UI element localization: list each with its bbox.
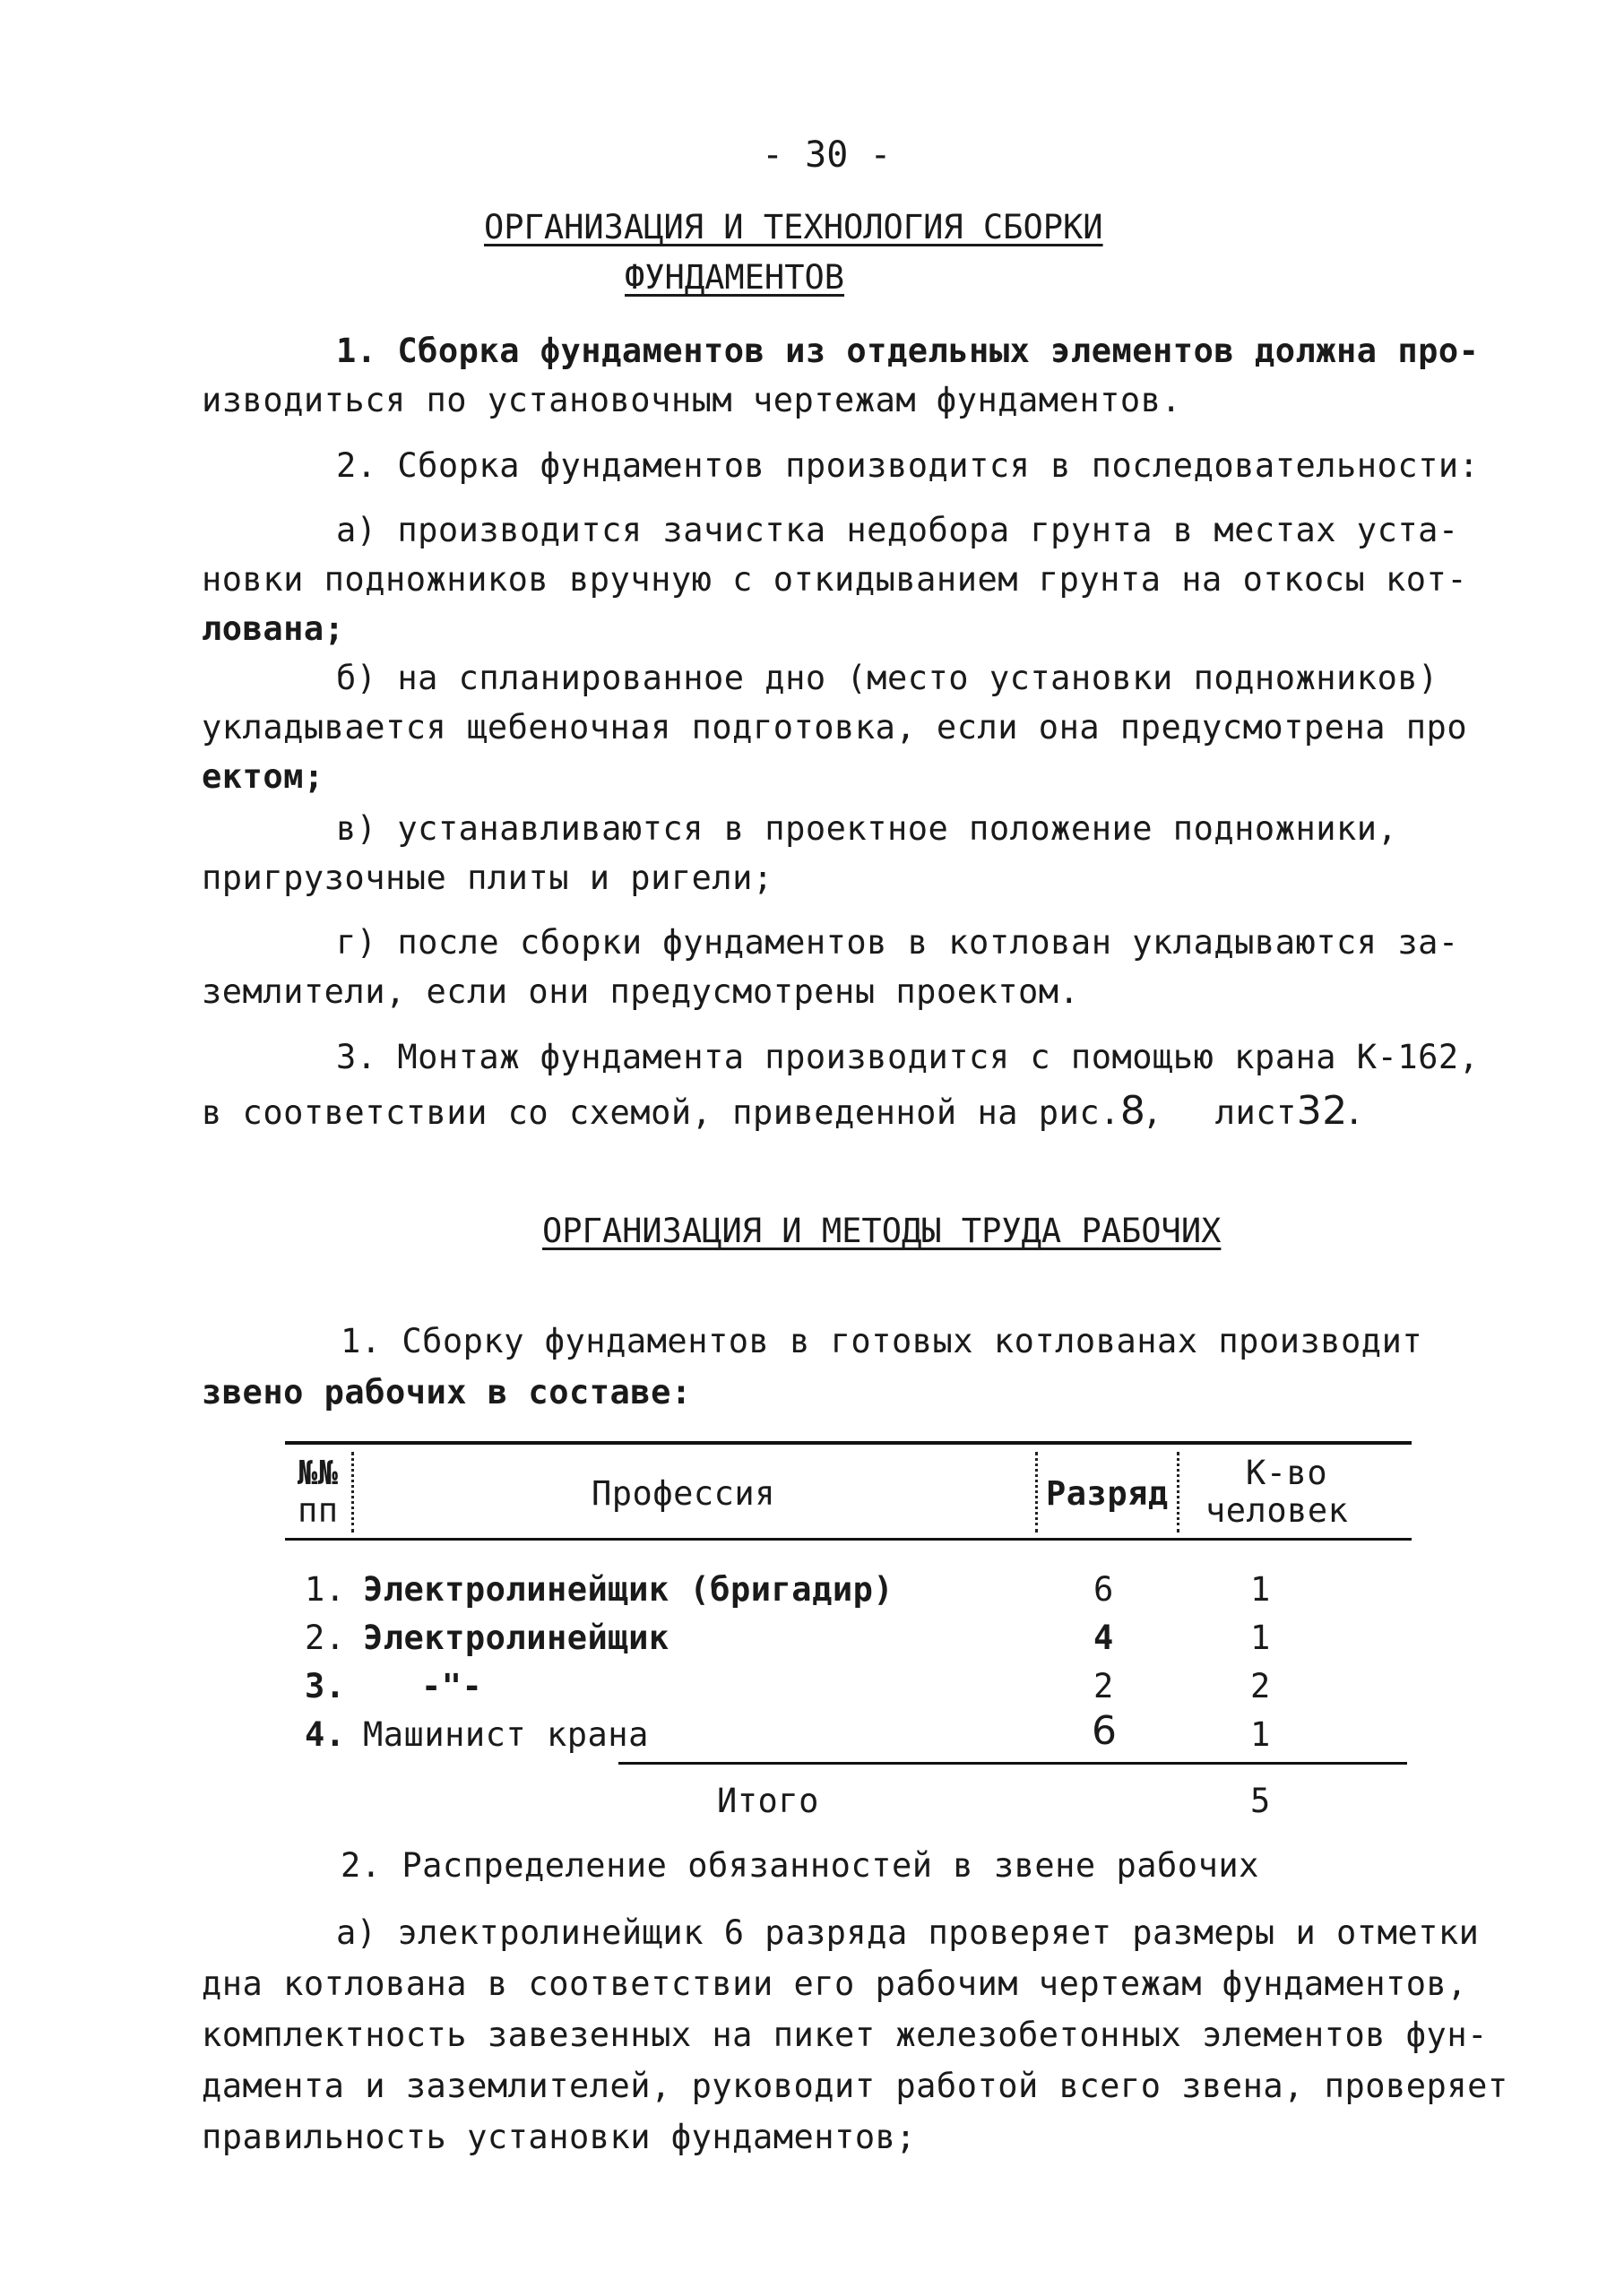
row-grade: 6 xyxy=(1092,1708,1118,1754)
header-grade: Разряд xyxy=(1046,1474,1169,1513)
table-top-rule xyxy=(285,1441,1412,1445)
sheet-label: лист xyxy=(1214,1093,1297,1132)
item-b-line-1: б) на спланированное дно (место установки подножников) xyxy=(336,659,1438,697)
labor-paragraph-1-line-1: 1. Сборку фундаментов в готовых котлованах производит xyxy=(341,1322,1423,1360)
item-v-line-2: пригрузочные плиты и ригели; xyxy=(202,859,773,897)
row-grade: 6 xyxy=(1093,1570,1114,1609)
row-count: 1 xyxy=(1250,1619,1271,1657)
table-total-rule xyxy=(618,1762,1407,1765)
sheet-number-handwritten: 32. xyxy=(1296,1088,1361,1134)
table-header-rule xyxy=(285,1538,1412,1541)
duties-paragraph-line-1: 2. Распределение обязанностей в звене рабочих xyxy=(341,1846,1259,1885)
section-heading-labor: ОРГАНИЗАЦИЯ И МЕТОДЫ ТРУДА РАБОЧИХ xyxy=(542,1212,1222,1250)
header-num-line-2: пп xyxy=(298,1491,339,1530)
row-count: 1 xyxy=(1250,1570,1271,1609)
item-g-line-1: г) после сборки фундаментов в котлован укладываются за- xyxy=(336,923,1459,962)
row-profession: Машинист крана xyxy=(363,1715,649,1754)
duties-item-a-line-2: дна котлована в соответствии его рабочим чертежам фундаментов, xyxy=(202,1964,1468,2003)
paragraph-2-line-1: 2. Сборка фундаментов производится в последовательности: xyxy=(336,446,1480,485)
duties-item-a-line-3: комплектность завезенных на пикет железобетонных элементов фун- xyxy=(202,2016,1488,2054)
column-divider xyxy=(351,1452,354,1533)
total-value: 5 xyxy=(1250,1782,1271,1820)
row-number: 1. xyxy=(305,1570,346,1609)
row-grade: 2 xyxy=(1093,1667,1114,1705)
duties-item-a-line-4: дамента и заземлителей, руководит работой всего звена, проверяет xyxy=(202,2067,1508,2105)
figure-number-handwritten: 8, xyxy=(1119,1088,1159,1134)
header-count-line-1: К-во xyxy=(1246,1454,1328,1492)
item-a-line-3: лована; xyxy=(202,609,345,648)
duties-item-a-line-1: а) электролинейщик 6 разряда проверяет размеры и отметки xyxy=(336,1913,1480,1952)
paragraph-3-line-1: 3. Монтаж фундамента производится с помощью крана К-162, xyxy=(336,1038,1480,1076)
row-number: 3. xyxy=(305,1667,346,1705)
paragraph-1-line-2: изводиться по установочным чертежам фундаментов. xyxy=(202,381,1182,419)
row-profession: -"- xyxy=(421,1667,483,1705)
page-number: - 30 - xyxy=(762,134,892,176)
paragraph-3-text: в соответствии со схемой, приведенной на рис. xyxy=(202,1093,1120,1132)
item-g-line-2: землители, если они предусмотрены проектом. xyxy=(202,972,1080,1011)
section-heading-assembly: ОРГАНИЗАЦИЯ И ТЕХНОЛОГИЯ СБОРКИ xyxy=(484,208,1103,246)
header-count-line-2: человек xyxy=(1205,1491,1349,1530)
column-divider xyxy=(1035,1452,1038,1533)
item-a-line-2: новки подножников вручную с откидыванием грунта на откосы кот- xyxy=(202,560,1468,599)
item-a-line-1: а) производится зачистка недобора грунта в местах уста- xyxy=(336,511,1459,549)
row-number: 2. xyxy=(305,1619,346,1657)
header-profession: Профессия xyxy=(592,1474,775,1513)
row-count: 1 xyxy=(1250,1715,1271,1754)
item-b-line-3: ектом; xyxy=(202,757,324,796)
paragraph-1-line-1: 1. Сборка фундаментов из отдельных элементов должна про- xyxy=(336,332,1480,370)
row-number: 4. xyxy=(305,1715,346,1754)
paragraph-3-line-2 xyxy=(202,1088,1361,1134)
total-label: Итого xyxy=(717,1782,819,1820)
row-count: 2 xyxy=(1250,1667,1271,1705)
labor-paragraph-1-line-2: звено рабочих в составе: xyxy=(202,1373,692,1412)
row-profession: Электролинейщик xyxy=(363,1619,669,1657)
column-divider xyxy=(1177,1452,1179,1533)
section-heading-assembly-line2: ФУНДАМЕНТОВ xyxy=(625,258,845,297)
item-v-line-1: в) устанавливаются в проектное положение подножники, xyxy=(336,809,1398,848)
item-b-line-2: укладывается щебеночная подготовка, если она предусмотрена про xyxy=(202,708,1468,747)
duties-item-a-line-5: правильность установки фундаментов; xyxy=(202,2118,917,2156)
row-grade: 4 xyxy=(1093,1619,1114,1657)
header-num-line-1: №№ xyxy=(298,1454,339,1492)
row-profession: Электролинейщик (бригадир) xyxy=(363,1570,894,1609)
